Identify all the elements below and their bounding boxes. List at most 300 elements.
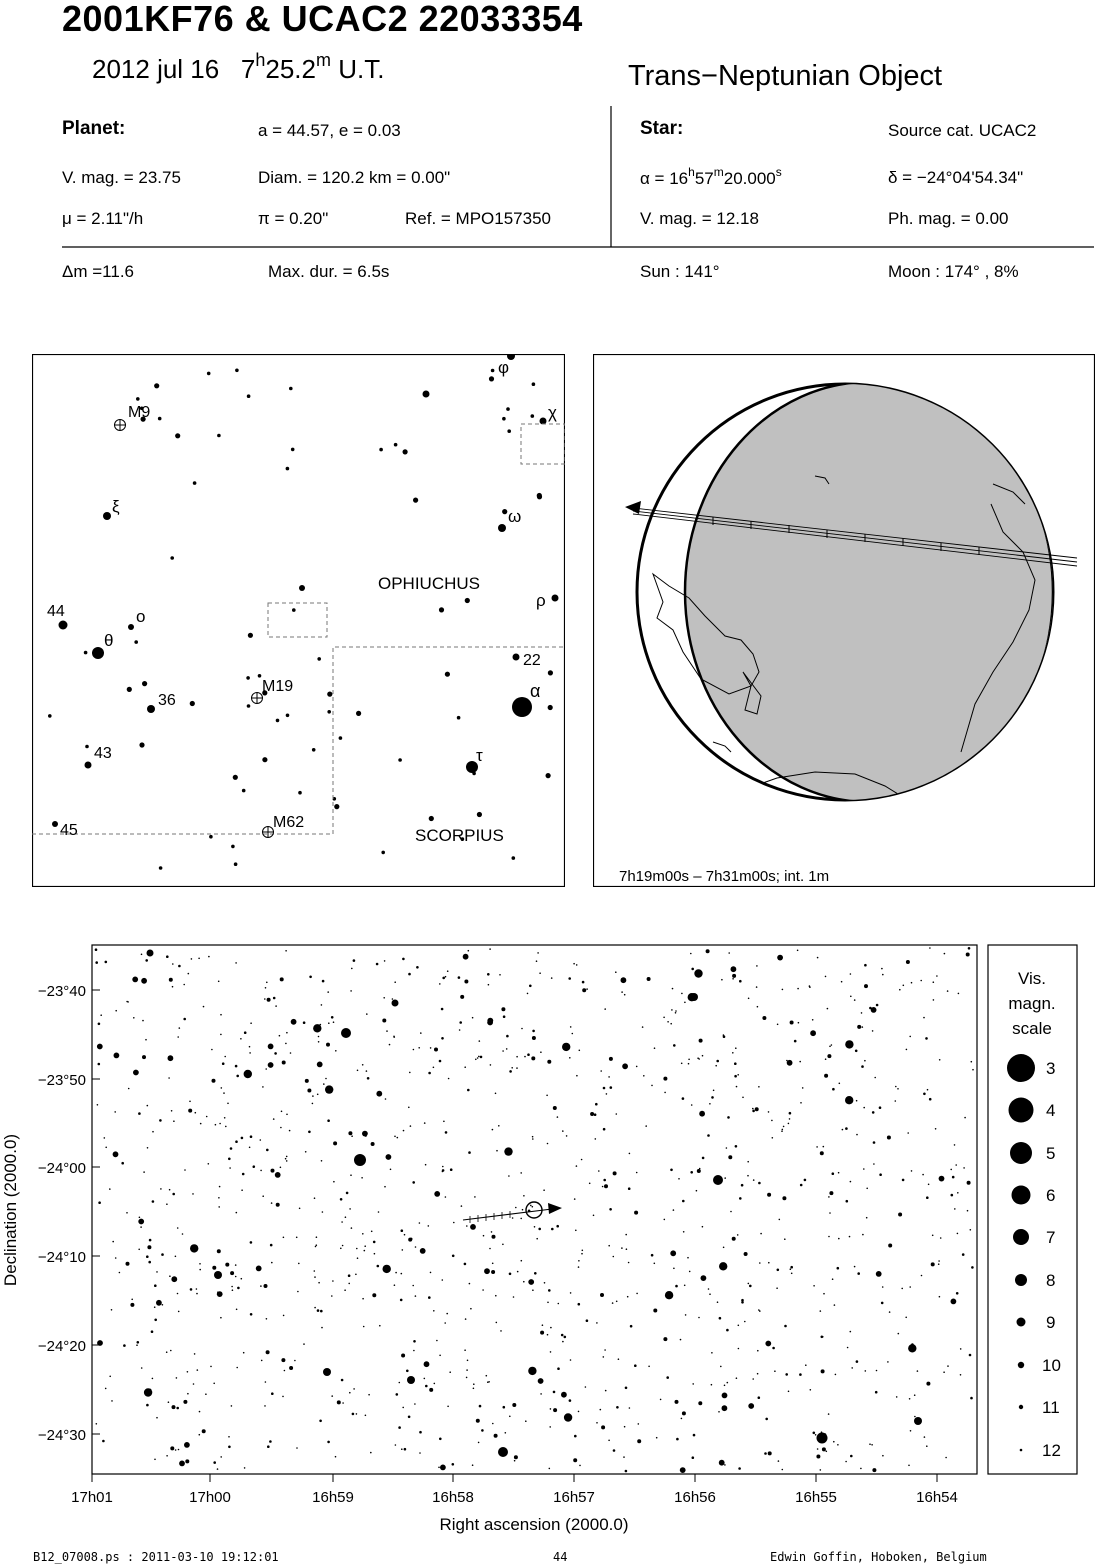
star-dot (115, 1010, 117, 1012)
star-dot (478, 1056, 480, 1058)
star-dot (790, 1021, 794, 1025)
star-dot (381, 851, 385, 855)
star-dot (465, 1318, 467, 1320)
star-dot (169, 1275, 171, 1277)
ra-seconds: 20.000 (723, 169, 776, 188)
star-dot (764, 1452, 767, 1455)
star-dot (298, 791, 302, 795)
star-dot (327, 1441, 330, 1444)
star-dot (319, 1420, 322, 1423)
star-dot (143, 1171, 145, 1173)
star-dot (790, 1268, 792, 1270)
star-dot (682, 1200, 685, 1203)
star-dot (845, 1040, 853, 1048)
star-dot (903, 985, 905, 987)
star-dot (312, 1103, 314, 1105)
star-dot (175, 1449, 177, 1451)
star-dot (502, 1050, 504, 1052)
star-dot (576, 964, 578, 966)
star-dot (578, 1303, 581, 1306)
star-dot (613, 1256, 615, 1258)
star-dot (938, 1260, 940, 1262)
star-dot (182, 1233, 184, 1235)
star-dot (434, 1383, 436, 1385)
star-dot (236, 1309, 238, 1311)
star-dot (371, 1231, 373, 1233)
star-label: τ (476, 746, 483, 765)
legend-dot (1018, 1362, 1024, 1368)
star-dot (168, 1077, 170, 1079)
star-dot (341, 1221, 343, 1223)
star-dot (250, 1135, 253, 1138)
star-dot (675, 1400, 679, 1404)
star-dot (425, 1385, 428, 1388)
star-dot (815, 1434, 817, 1436)
star-dot (281, 1111, 283, 1113)
star-dot (213, 1461, 216, 1464)
star-dot (606, 1093, 608, 1095)
star-dot (724, 1464, 726, 1466)
finder-frame (33, 355, 565, 887)
star-dot (286, 1160, 288, 1162)
star-dot (354, 1154, 366, 1166)
star-dot (648, 1366, 650, 1368)
star-dot (468, 950, 470, 952)
star-dot (603, 1179, 606, 1182)
star-dot (246, 676, 250, 680)
star-label: 36 (158, 692, 176, 709)
star-dot (351, 1135, 353, 1137)
star-dot (362, 1064, 364, 1066)
star-dot (850, 1181, 852, 1183)
star-dot (498, 1125, 500, 1127)
star-dot (146, 1255, 149, 1258)
star-dot (905, 1317, 907, 1319)
star-dot (175, 433, 180, 438)
star-dot (581, 1253, 583, 1255)
star-dot (224, 1117, 226, 1119)
star-dot (779, 1219, 781, 1221)
star-dot (318, 1036, 320, 1038)
star-dot (447, 970, 449, 972)
star-dot (841, 981, 843, 983)
star-dot (247, 394, 251, 398)
star-dot (397, 1137, 399, 1139)
star-dot (333, 1181, 335, 1183)
star-dot (473, 1388, 475, 1390)
star-dot (971, 1266, 974, 1269)
star-dot (784, 1325, 787, 1328)
star-dot (370, 1452, 372, 1454)
star-dot (690, 1171, 693, 1174)
star-dot (798, 1022, 800, 1024)
star-dot (895, 1086, 897, 1088)
star-dot (932, 1235, 934, 1237)
star-label: M19 (262, 678, 294, 695)
star-dot (872, 1111, 875, 1114)
star-dot (837, 1267, 840, 1270)
star-dot (594, 1113, 597, 1116)
star-dot (690, 953, 692, 955)
star-dot (200, 1123, 202, 1125)
star-dot (663, 1017, 665, 1019)
star-dot (718, 1411, 720, 1413)
star-dot (684, 1285, 686, 1287)
star-dot (85, 745, 89, 749)
star-dot (379, 1325, 381, 1327)
star-dot (909, 1398, 911, 1400)
star-dot (402, 1249, 404, 1251)
star-dot (882, 974, 884, 976)
star-dot (235, 369, 239, 373)
star-dot (234, 862, 238, 866)
star-dot (492, 1263, 494, 1265)
star-dot (726, 1147, 728, 1149)
legend-title-line: Vis. (1017, 969, 1047, 988)
star-dot (137, 1341, 140, 1344)
star-dot (767, 1193, 771, 1197)
star-dot (419, 1452, 421, 1454)
dec-tick-label: −23°40 (37, 983, 86, 1000)
star-dot (722, 1393, 728, 1399)
star-dot (376, 1091, 382, 1097)
dec-tick-label: −24°30 (37, 1427, 86, 1444)
star-dot (271, 1262, 273, 1264)
star-dot (618, 1358, 620, 1360)
star-dot (512, 1403, 516, 1407)
star-phmag: Ph. mag. = 0.00 (888, 209, 1009, 228)
star-dot (757, 1006, 759, 1008)
star-dot (394, 1136, 396, 1138)
star-dot (415, 1295, 417, 1297)
star-dot (138, 1219, 144, 1225)
star-dot (889, 1311, 891, 1313)
legend-mag-label: 6 (1046, 1186, 1056, 1205)
star-dot (810, 1030, 816, 1036)
star-dot (817, 957, 819, 959)
star-dot (318, 1282, 320, 1284)
star-dot (625, 1387, 628, 1390)
star-dot (445, 672, 450, 677)
star-dot (760, 1233, 762, 1235)
star-dot (232, 1289, 234, 1291)
star-dot (542, 1324, 544, 1326)
ra-tick-label: 16h59 (312, 1489, 354, 1506)
planet-parallax: π = 0.20" (258, 209, 329, 228)
star-dot (477, 1057, 479, 1059)
star-dot (813, 1285, 815, 1287)
star-dot (514, 1460, 516, 1462)
star-dot (183, 1018, 186, 1021)
star-dot (857, 1025, 861, 1029)
star-dot (156, 1300, 162, 1306)
star-dot (682, 1097, 685, 1100)
star-dot (719, 1262, 727, 1270)
star-dot (233, 775, 238, 780)
star-dot (925, 1037, 928, 1040)
star-dot (404, 1448, 407, 1451)
star-dot (548, 670, 553, 675)
star-dot (473, 1383, 475, 1385)
star-dot (663, 1077, 667, 1081)
star-dot (327, 692, 332, 697)
star-dot (498, 1447, 508, 1457)
star-dot (142, 1055, 146, 1059)
star-dot (488, 984, 490, 986)
star-dot (439, 1060, 442, 1063)
star-dot (414, 1403, 416, 1405)
star-dot (768, 1262, 770, 1264)
star-dot (217, 1291, 223, 1297)
star-dot (823, 1146, 825, 1148)
star-dot (356, 1248, 358, 1250)
star-dot (860, 1468, 862, 1470)
star-dot (235, 1264, 237, 1266)
star-dot (109, 1376, 111, 1378)
planet-diameter: Diam. = 120.2 km = 0.00" (258, 168, 451, 187)
star-dot (376, 963, 379, 966)
star-dot (748, 998, 750, 1000)
star-dot (562, 1130, 564, 1132)
star-dot (261, 1360, 263, 1362)
minute-unit: m (316, 50, 331, 70)
star-dot (102, 1440, 105, 1443)
star-dot (731, 966, 737, 972)
star-dot (627, 1296, 629, 1298)
star-dot (303, 1343, 305, 1345)
star-dot (136, 397, 140, 401)
star-dot (600, 1070, 602, 1072)
star-dot (882, 1455, 884, 1457)
star-dot (665, 1291, 673, 1299)
star-dot (378, 1211, 380, 1213)
star-dot (286, 1114, 288, 1116)
star-dot (909, 1286, 911, 1288)
star-dot (416, 966, 419, 969)
star-dot (206, 1116, 208, 1118)
star-dot (430, 1272, 432, 1274)
star-dot (178, 965, 181, 968)
star-dot (738, 1325, 740, 1327)
star-dot (434, 1191, 440, 1197)
star-dot (805, 1364, 807, 1366)
star-dot (507, 429, 511, 433)
star-dot (906, 960, 910, 964)
star-dot (822, 1447, 826, 1451)
star-dot (687, 1257, 689, 1259)
star-dot (921, 1275, 923, 1277)
star-dot (210, 1366, 212, 1368)
star-dot (461, 1205, 463, 1207)
star-dot (482, 1289, 484, 1291)
star-dot (479, 1040, 481, 1042)
star-dot (503, 1015, 506, 1018)
star-dot (762, 1016, 766, 1020)
star-dot (636, 1293, 638, 1295)
star-dot (317, 1062, 323, 1068)
star-dot (92, 647, 104, 659)
star-dot (906, 1049, 908, 1051)
star-dot (812, 1019, 814, 1021)
star-dot (504, 1147, 512, 1155)
star-dot (810, 1389, 812, 1391)
star-dot (265, 1381, 267, 1383)
star-dot (525, 1420, 527, 1422)
star-dot (217, 1468, 219, 1470)
star-dot (260, 1285, 262, 1287)
star-dot (486, 1375, 488, 1377)
hour-unit: h (255, 50, 266, 70)
star-dot (728, 1155, 732, 1159)
star-dot (412, 1181, 415, 1184)
star-dot (578, 1260, 580, 1262)
star-dot (924, 1436, 926, 1438)
star-dot (419, 1431, 422, 1434)
star-dot (449, 1371, 451, 1373)
star-dot (551, 977, 553, 979)
star-dot (850, 1455, 853, 1458)
star-dot (316, 1236, 318, 1238)
star-dot (335, 1050, 337, 1052)
star-dot (262, 1195, 264, 1197)
star-dot (383, 997, 385, 999)
star-dot (721, 979, 723, 981)
legend-mag-label: 3 (1046, 1059, 1056, 1078)
star-dot (827, 1008, 829, 1010)
star-dot (634, 1211, 638, 1215)
star-dot (327, 1119, 330, 1122)
star-dot (656, 1437, 658, 1439)
star-dot (230, 1271, 234, 1275)
star-dot (323, 1083, 325, 1085)
star-dot (271, 1392, 274, 1395)
star-dot (176, 1377, 178, 1379)
star-dot (489, 948, 491, 950)
star-dot (654, 1263, 656, 1265)
star-dot (325, 1078, 327, 1080)
star-dot (531, 1056, 535, 1060)
star-dot (864, 984, 868, 988)
star-dot (315, 1246, 317, 1248)
star-dot (698, 1317, 700, 1319)
star-dot (289, 387, 293, 391)
star-dot (582, 1250, 584, 1252)
star-dot (328, 1022, 330, 1024)
star-dot (52, 821, 58, 827)
star-dot (188, 973, 190, 975)
star-dot (351, 1227, 353, 1229)
star-dot (123, 1344, 126, 1347)
star-dot (286, 1032, 288, 1034)
star-dot (514, 1455, 518, 1459)
star-dot (616, 1301, 618, 1303)
star-dot (368, 1394, 370, 1396)
star-dot (271, 1202, 273, 1204)
star-dot (253, 1165, 256, 1168)
star-dot (741, 1301, 744, 1304)
legend-mag-label: 12 (1042, 1441, 1061, 1460)
star-dot (590, 1112, 594, 1116)
star-dot (839, 1083, 841, 1085)
star-dot (128, 624, 134, 630)
star-dot (480, 1056, 483, 1059)
star-dot (817, 1448, 819, 1450)
star-dot (722, 1405, 728, 1411)
star-dot (270, 1244, 273, 1247)
star-dot (564, 1336, 567, 1339)
star-dot (438, 1467, 440, 1469)
star-dot (105, 1147, 107, 1149)
star-dot (285, 1043, 287, 1045)
star-dot (177, 1227, 179, 1229)
star-dot (829, 1046, 831, 1048)
star-dot (171, 1276, 177, 1282)
star-dot (699, 1039, 703, 1043)
star-dot (856, 1100, 858, 1102)
star-dot (348, 1131, 352, 1135)
star-dot (267, 998, 271, 1002)
star-dot (872, 1030, 874, 1032)
star-dot (561, 1334, 564, 1337)
star-dot (963, 1167, 965, 1169)
star-dot (356, 1413, 358, 1415)
star-dot (214, 1271, 222, 1279)
star-dot (711, 1352, 713, 1354)
ra-tick-label: 16h57 (553, 1489, 595, 1506)
star-dot (268, 1062, 274, 1068)
star-dot (966, 953, 970, 957)
event-date: 2012 jul 16 (92, 54, 220, 84)
ra-tick-label: 17h01 (71, 1489, 113, 1506)
star-dot (114, 1053, 120, 1059)
star-dot (624, 994, 626, 996)
star-dot (395, 1272, 397, 1274)
star-dot (612, 1302, 614, 1304)
star-dot (757, 1373, 759, 1375)
star-dot (651, 1085, 653, 1087)
star-dot (604, 1349, 606, 1351)
star-dot (244, 1467, 246, 1469)
star-dot (170, 1350, 172, 1352)
star-dot (413, 1340, 416, 1343)
star-dot (933, 999, 935, 1001)
star-dot (506, 1035, 509, 1038)
star-dot (702, 1226, 704, 1228)
star-dot (444, 1322, 446, 1324)
star-dot (845, 1096, 853, 1104)
star-declination: δ = −24°04'54.34" (888, 168, 1024, 187)
star-dot (428, 1072, 431, 1075)
star-dot (782, 1469, 784, 1471)
star-dot (197, 1369, 199, 1371)
ra-axis-label: Right ascension (2000.0) (439, 1515, 629, 1534)
star-dot (215, 1124, 217, 1126)
star-dot (550, 1327, 552, 1329)
ra-s-unit: s (775, 165, 782, 179)
star-dot (540, 418, 547, 425)
star-dot (532, 1136, 534, 1138)
star-dot (491, 1231, 493, 1233)
star-dot (415, 1246, 417, 1248)
star-label: 44 (47, 603, 65, 620)
star-dot (689, 1271, 691, 1273)
star-dot (643, 1075, 645, 1077)
legend-mag-label: 5 (1046, 1144, 1056, 1163)
star-dot (171, 1110, 173, 1112)
star-dot (458, 976, 461, 979)
ra-tick-label: 17h00 (189, 1489, 231, 1506)
star-dot (225, 1263, 229, 1267)
